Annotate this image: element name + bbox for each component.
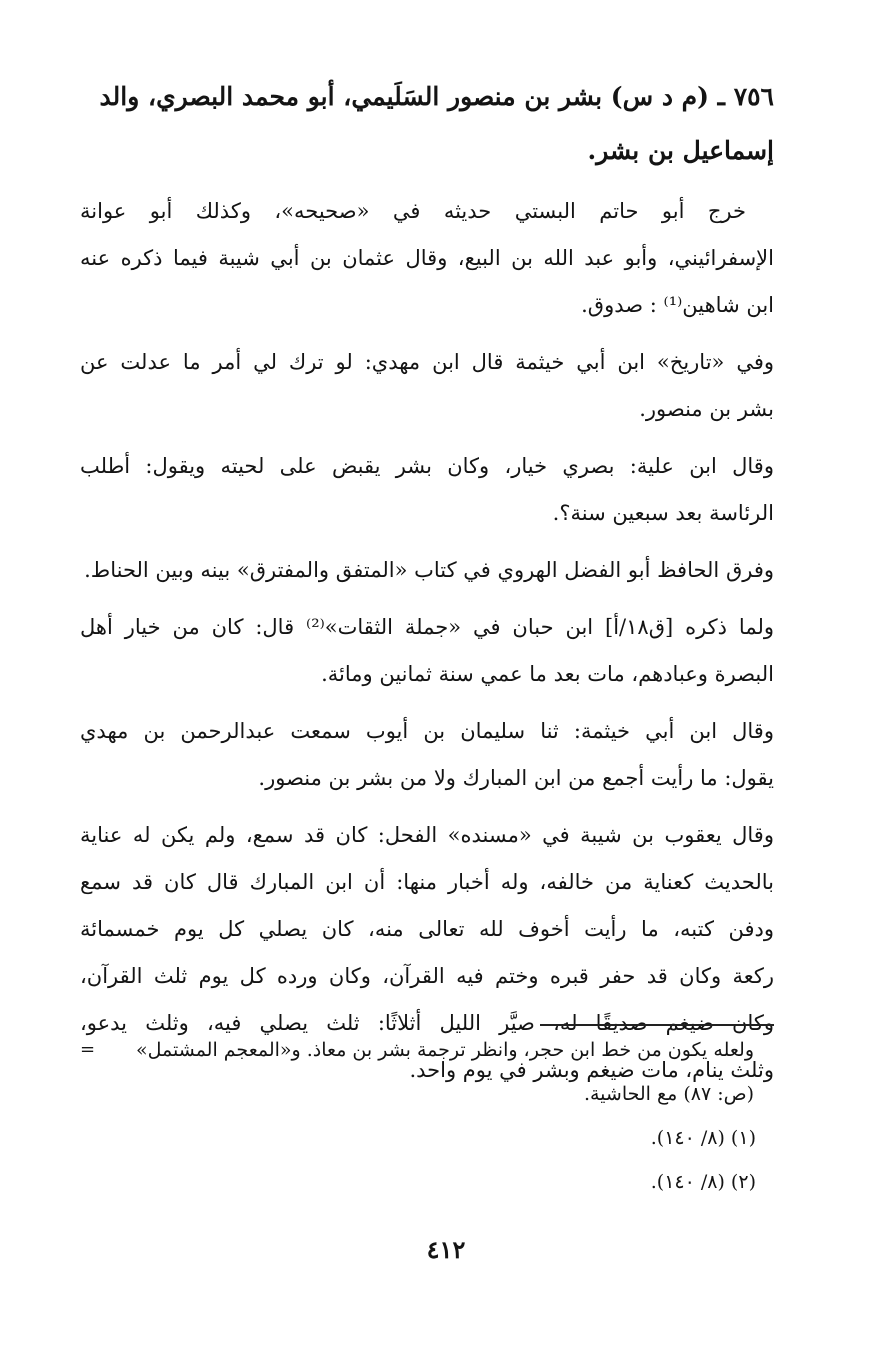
footnote-continuation-line: (ص: ٨٧) مع الحاشية. <box>583 1083 754 1105</box>
page-number: ٤١٢ <box>426 1235 466 1264</box>
paragraph-line: ولما ذكره [ق١٨/أ] ابن حبان في «جملة الثقات»⁽²⁾ قال: كان من خيار أهل <box>80 615 775 639</box>
footnote-continuation-mark: = <box>80 1039 96 1060</box>
paragraph-line: وكان ضيغم صديقًا له، صيَّر الليل أثلاثًا: ثلث يصلي فيه، وثلث يدعو، <box>80 1011 774 1035</box>
paragraph-6 <box>80 708 774 802</box>
paragraph-line: الإسفرائيني، وأبو عبد الله بن البيع، وقال عثمان بن أبي شيبة فيما ذكره عنه <box>80 246 774 270</box>
paragraph-line: ركعة وكان قد حفر قبره وختم فيه القرآن، وكان ورده كل يوم ثلث القرآن، <box>80 964 774 988</box>
footnote-1: (١) (٨/ ١٤٠). <box>650 1127 756 1149</box>
footnotes <box>80 1028 774 1204</box>
paragraph-line: وثلث ينام، مات ضيغم وبشر في يوم واحد. <box>409 1058 774 1082</box>
heading-line-1: ٧٥٦ ـ (م د س) بشر بن منصور السَلَيمي، أبو محمد البصري، والد <box>99 82 774 111</box>
paragraph-3 <box>80 443 774 537</box>
heading-line-2: إسماعيل بن بشر. <box>587 136 774 165</box>
paragraph-line: وقال يعقوب بن شيبة في «مسنده» الفحل: كان قد سمع، ولم يكن له عناية <box>80 823 774 847</box>
paragraph-line: البصرة وعبادهم، مات بعد ما عمي سنة ثمانين ومائة. <box>321 662 774 686</box>
paragraph-4 <box>80 547 774 594</box>
paragraph-line: ودفن كتبه، ما رأيت أخوف لله تعالى منه، كان يصلي كل يوم خمسمائة <box>80 917 774 941</box>
paragraph-line: وقال ابن أبي خيثمة: ثنا سليمان بن أيوب سمعت عبدالرحمن بن مهدي <box>80 719 774 743</box>
footnote-divider <box>540 1024 774 1026</box>
main-text <box>80 70 774 1104</box>
paragraph-line: ابن شاهين⁽¹⁾ : صدوق. <box>581 293 774 317</box>
paragraph-1 <box>80 188 774 329</box>
paragraph-line: وفرق الحافظ أبو الفضل الهروي في كتاب «المتفق والمفترق» بينه وبين الحناط. <box>84 558 774 582</box>
paragraph-5 <box>80 604 774 698</box>
footnote-2: (٢) (٨/ ١٤٠). <box>650 1171 756 1193</box>
paragraph-line: بشر بن منصور. <box>639 397 774 421</box>
footnote-continuation-line: ولعله يكون من خط ابن حجر، وانظر ترجمة بشر بن معاذ. و«المعجم المشتمل» <box>136 1039 754 1061</box>
paragraph-line: بالحديث كعناية من خالفه، وله أخبار منها: أن ابن المبارك قال كان قد سمع <box>80 870 774 894</box>
paragraph-line: الرئاسة بعد سبعين سنة؟. <box>552 501 774 525</box>
paragraph-line: يقول: ما رأيت أجمع من ابن المبارك ولا من بشر بن منصور. <box>258 766 774 790</box>
paragraph-2 <box>80 339 774 433</box>
paragraph-line: وقال ابن علية: بصري خيار، وكان بشر يقبض على لحيته ويقول: أطلب <box>80 454 774 478</box>
paragraph-line: وفي «تاريخ» ابن أبي خيثمة قال ابن مهدي: لو ترك لي أمر ما عدلت عن <box>80 350 774 374</box>
entry-heading <box>80 70 774 178</box>
paragraph-line: خرج أبو حاتم البستي حديثه في «صحيحه»، وكذلك أبو عوانة <box>80 199 746 223</box>
